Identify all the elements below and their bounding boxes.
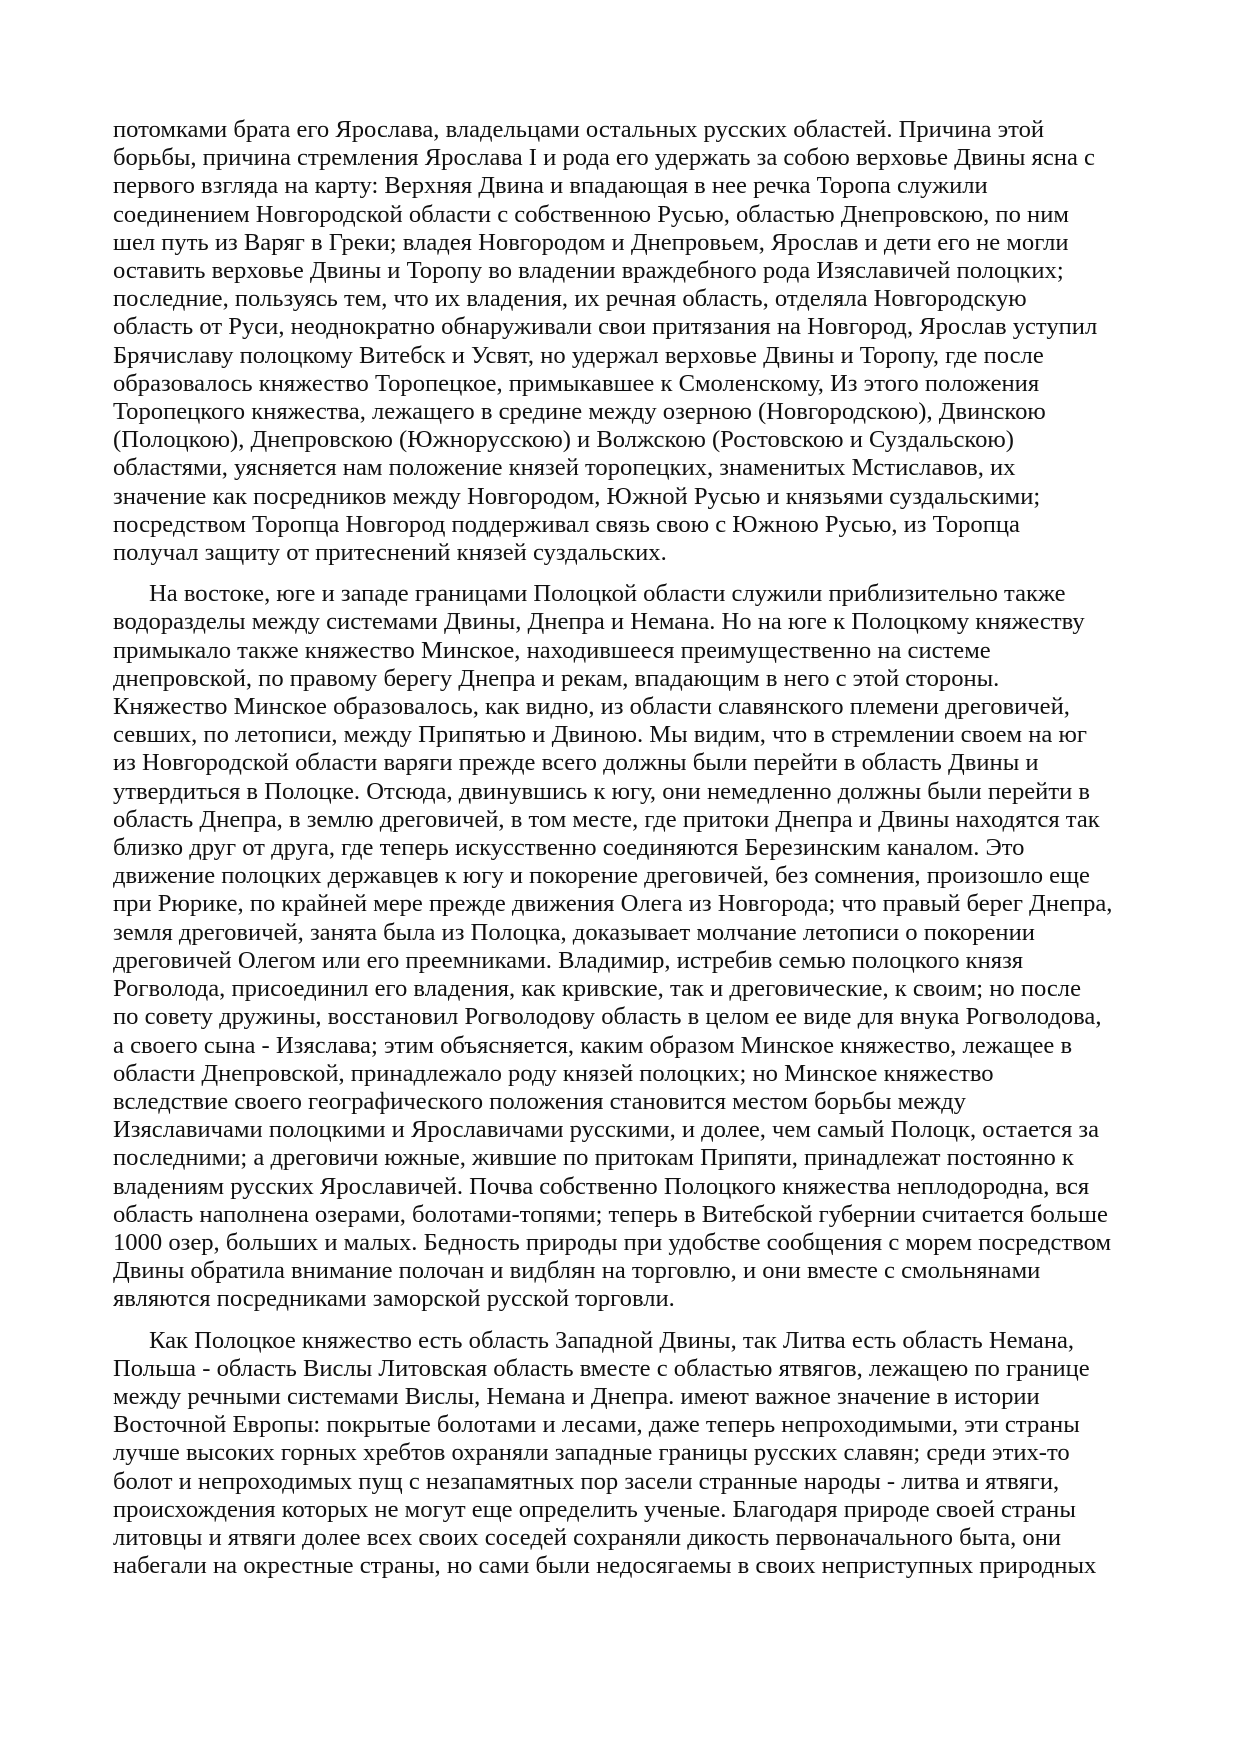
text-line: лучше высоких горных хребтов охраняли западные границы русских славян; среди этих-то: [113, 1439, 1070, 1467]
text-line: шел путь из Варяг в Греки; владея Новгородом и Днепровьем, Ярослав и дети его не могли: [113, 228, 1069, 256]
text-line: 1000 озер, больших и малых. Бедность природы при удобстве сообщения с морем посредством: [113, 1228, 1112, 1256]
text-line: области Днепровской, принадлежало роду князей полоцких; но Минское княжество: [113, 1059, 994, 1087]
text-line: Изяславичами полоцкими и Ярославичами русскими, и долее, чем самый Полоцк, остается за: [113, 1116, 1100, 1144]
text-line: по совету дружины, восстановил Рогволодову область в целом ее виде для внука Рогволодова,: [113, 1003, 1102, 1031]
text-line: а своего сына - Изяслава; этим объясняется, каким образом Минское княжество, лежащее в: [113, 1031, 1073, 1059]
text-line: из Новгородской области варяги прежде всего должны были перейти в область Двины и: [113, 749, 1039, 777]
text-line: днепровской, по правому берегу Днепра и рекам, впадающим в него с этой стороны.: [113, 664, 1000, 692]
text-line: посредством Торопца Новгород поддерживал связь свою с Южною Русью, из Торопца: [113, 510, 1020, 538]
text-line: литовцы и ятвяги долее всех своих соседей сохраняли дикость первоначального быта, они: [113, 1523, 1062, 1551]
text-line: получал защиту от притеснений князей суздальских.: [113, 539, 667, 567]
text-line: областями, уясняется нам положение князей торопецких, знаменитых Мстиславов, их: [113, 454, 1016, 482]
text-line: при Рюрике, по крайней мере прежде движения Олега из Новгорода; что правый берег Днепра,: [113, 890, 1113, 918]
text-line: набегали на окрестные страны, но сами были недосягаемы в своих неприступных природных: [113, 1552, 1097, 1580]
text-line: последними; а дреговичи южные, жившие по притокам Припяти, принадлежат постоянно к: [113, 1144, 1074, 1172]
text-line: область от Руси, неоднократно обнаруживали свои притязания на Новгород, Ярослав уступил: [113, 313, 1098, 341]
text-line: Брячиславу полоцкому Витебск и Усвят, но удержал верховье Двины и Торопу, где после: [113, 341, 1044, 369]
text-line: (Полоцкою), Днепровскою (Южнорусскою) и Волжскою (Ростовскою и Суздальскою): [113, 426, 1014, 454]
text-line: Княжество Минское образовалось, как видно, из области славянского племени дреговичей,: [113, 693, 1070, 721]
paragraph-1: [113, 116, 1133, 567]
text-line: оставить верховье Двины и Торопу во владении враждебного рода Изяславичей полоцких;: [113, 257, 1064, 285]
text-line: значение как посредников между Новгородом, Южной Русью и князьями суздальскими;: [113, 482, 1041, 510]
text-line: Рогволода, присоединил его владения, как кривские, так и дреговические, к своим; но после: [113, 975, 1081, 1003]
document-page: [113, 116, 1133, 1580]
text-line: являются посредниками заморской русской торговли.: [113, 1285, 675, 1313]
text-line: последние, пользуясь тем, что их владения, их речная область, отделяла Новгородскую: [113, 285, 1027, 313]
text-line: болот и непроходимых пущ с незапамятных пор засели странные народы - литва и ятвяги,: [113, 1467, 1060, 1495]
text-line: севших, по летописи, между Припятью и Двиною. Мы видим, что в стремлении своем на юг: [113, 721, 1087, 749]
text-line: вследствие своего географического положения становится местом борьбы между: [113, 1087, 966, 1115]
text-line: Как Полоцкое княжество есть область Западной Двины, так Литва есть область Немана,: [149, 1326, 1075, 1354]
text-line: потомками брата его Ярослава, владельцами остальных русских областей. Причина этой: [113, 116, 1045, 143]
text-line: дреговичей Олегом или его преемниками. Владимир, истребив семью полоцкого князя: [113, 946, 1024, 974]
text-line: область Днепра, в землю дреговичей, в том месте, где притоки Днепра и Двины находятся так: [113, 805, 1100, 833]
text-line: соединением Новгородской области с собственною Русью, областью Днепровскою, по ним: [113, 200, 1069, 228]
text-line: примыкало также княжество Минское, находившееся преимущественно на системе: [113, 636, 991, 664]
text-line: первого взгляда на карту: Верхняя Двина и впадающая в нее речка Торопа служили: [113, 172, 988, 200]
text-line: область наполнена озерами, болотами-топями; теперь в Витебской губернии считается больше: [113, 1200, 1108, 1228]
text-line: Торопецкого княжества, лежащего в средине между озерною (Новгородскою), Двинскою: [113, 398, 1046, 426]
paragraph-3: [113, 1327, 1133, 1581]
paragraph-2: [113, 580, 1133, 1313]
text-line: земля дреговичей, занята была из Полоцка, доказывает молчание летописи о покорении: [113, 918, 1035, 946]
text-line: утвердиться в Полоцке. Отсюда, двинувшись к югу, они немедленно должны были перейти в: [113, 777, 1090, 805]
text-line: водоразделы между системами Двины, Днепра и Немана. Но на юге к Полоцкому княжеству: [113, 608, 1085, 636]
text-line: Восточной Европы: покрытые болотами и лесами, даже теперь непроходимыми, эти страны: [113, 1411, 1080, 1439]
text-line: борьбы, причина стремления Ярослава I и рода его удержать за собою верховье Двины ясна с: [113, 144, 1095, 172]
text-line: Двины обратила внимание полочан и видблян на торговлю, и они вместе с смольнянами: [113, 1257, 1041, 1285]
text-line: близко друг от друга, где теперь искусственно соединяются Березинским каналом. Это: [113, 834, 1025, 862]
text-line: образовалось княжество Торопецкое, примыкавшее к Смоленскому, Из этого положения: [113, 369, 1040, 397]
text-line: движение полоцких державцев к югу и покорение дреговичей, без сомнения, произошло еще: [113, 862, 1090, 890]
text-line: между речными системами Вислы, Немана и Днепра. имеют важное значение в истории: [113, 1382, 1040, 1410]
text-line: На востоке, юге и западе границами Полоцкой области служили приблизительно также: [149, 580, 1066, 608]
text-line: Польша - область Вислы Литовская область вместе с областью ятвягов, лежащею по границе: [113, 1354, 1090, 1382]
text-line: владениям русских Ярославичей. Почва собственно Полоцкого княжества неплодородна, вся: [113, 1172, 1090, 1200]
text-line: происхождения которых не могут еще определить ученые. Благодаря природе своей страны: [113, 1495, 1076, 1523]
